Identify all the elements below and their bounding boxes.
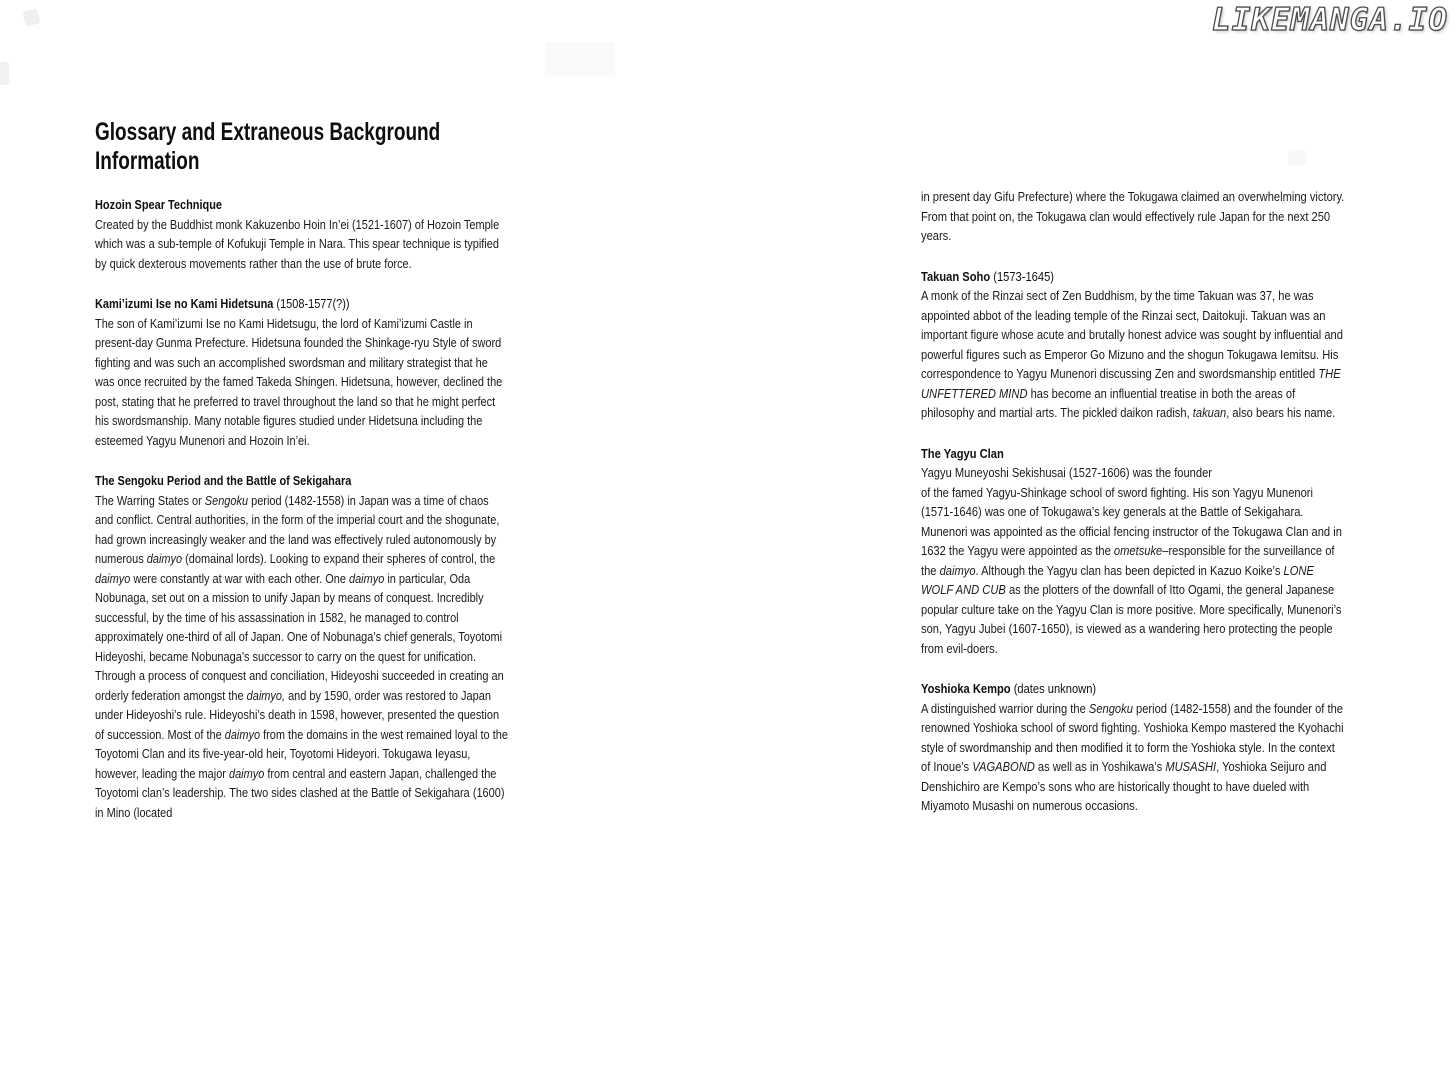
section-paragraph: Created by the Buddhist monk Kakuzenbo Hoin In’ei (1521-1607) of Hozoin Temple which was a sub-temple of Kofukuji Temple in Nara. This spear technique is typified by quick dexterous movements rather than the use of brute force. xyxy=(95,217,500,271)
section-hozoin-spear-technique xyxy=(95,196,508,274)
scan-artifact xyxy=(23,9,41,27)
scan-artifact xyxy=(0,62,9,85)
section-sengoku-period xyxy=(95,472,508,823)
left-column xyxy=(95,196,508,823)
section-paragraph: A distinguished warrior during the Sengoku period (1482-1558) and the founder of the renowned Yoshioka school of sword fighting. Yoshioka Kempo mastered the Kyohachi style of swordmanship and then modified it to form the Yoshioka style. In the context of Inoue’s VAGABOND as well as in Yoshikawa’s MUSASHI, Yoshioka Seijuro and Denshichiro are Kempo’s sons who are historically thought to have dueled with Miyamoto Musashi on numerous occasions. xyxy=(921,701,1344,813)
section-heading xyxy=(921,445,1346,465)
section-heading xyxy=(95,196,508,216)
section-takuan-soho xyxy=(921,268,1346,424)
section-paragraph: Yagyu Muneyoshi Sekishusai (1527-1606) was the founder of the famed Yagyu-Shinkage school of sword fighting. His son Yagyu Munenori (1571-1646) was one of Tokugawa’s key generals at the Battle of Sekigahara. Munenori was appointed as the official fencing instructor of the Tokugawa Clan and in 1632 the Yagyu were appointed as the ometsuke–responsible for the surveillance of the daimyo. Although the Yagyu clan has been depicted in Kazuo Koike’s LONE WOLF AND CUB as the plotters of the downfall of Itto Ogami, the general Japanese popular culture take on the Yagyu Clan is more positive. More specifically, Munenori’s son, Yagyu Jubei (1607-1650), is viewed as a wandering hero protecting the people from evil-doers. xyxy=(921,466,1342,656)
section-heading xyxy=(95,295,508,315)
right-column xyxy=(921,188,1346,817)
section-paragraph: The Warring States or Sengoku period (1482-1558) in Japan was a time of chaos and conflict. Central authorities, in the form of the imperial court and the shogunate, had grown increasingly weaker and the land was effectively ruled autonomously by numerous daimyo (domainal lords). Looking to expand their spheres of control, the daimyo were constantly at war with each other. One daimyo in particular, Oda Nobunaga, set out on a mission to unify Japan by means of conquest. Incredibly successful, by the time of his assassination in 1582, he managed to control approximately one-third of all of Japan. One of Nobunaga’s chief generals, Toyotomi Hideyoshi, became Nobunaga’s successor to carry on the quest for unification. Through a process of conquest and conciliation, Hideyoshi succeeded in creating an orderly federation amongst the daimyo, and by 1590, order was restored to Japan under Hideyoshi’s rule. Hideyoshi’s death in 1598, however, presented the question of succession. Most of the daimyo from the domains in the west remained loyal to the Toyotomi Clan and its five-year-old heir, Toyotomi Hideyori. Tokugawa Ieyasu, however, leading the major daimyo from central and eastern Japan, challenged the Toyotomi clan’s leadership. The two sides clashed at the Battle of Sekigahara (1600) in Mino (located xyxy=(95,493,508,820)
heading-name: Yoshioka Kempo xyxy=(921,682,1011,696)
section-yoshioka-kempo xyxy=(921,680,1346,817)
heading-name: Hozoin Spear Technique xyxy=(95,198,223,212)
heading-name: The Sengoku Period and the Battle of Sekigahara xyxy=(95,474,352,488)
scan-artifact xyxy=(1288,150,1306,165)
section-heading xyxy=(921,680,1346,700)
section-paragraph: The son of Kami’izumi Ise no Kami Hidetsugu, the lord of Kami’izumi Castle in present-day Gunma Prefecture. Hidetsuna founded the Shinkage-ryu Style of sword fighting and was such an accomplished swordsman and military strategist that he was once recruited by the famed Takeda Shingen. Hidetsuna, however, declined the post, stating that he preferred to travel throughout the land so that he might perfect his swordsmanship. Many notable figures studied under Hidetsuna including the esteemed Yagyu Munenori and Hozoin In’ei. xyxy=(95,316,503,448)
heading-name: The Yagyu Clan xyxy=(921,446,1004,461)
heading-dates: (1573-1645) xyxy=(990,269,1054,284)
section-kamiizumi-hidetsuna xyxy=(95,295,508,451)
section-heading xyxy=(95,472,508,492)
section-heading xyxy=(921,268,1346,288)
section-yagyu-clan xyxy=(921,445,1346,660)
scan-artifact xyxy=(545,42,615,76)
section-paragraph: A monk of the Rinzai sect of Zen Buddhism, by the time Takuan was 37, he was appointed abbot of the leading temple of the Rinzai sect, Daitokuji. Takuan was an important figure whose acute and brutally honest advice was sought by influential and powerful figures such as Emperor Go Mizuno and the shogun Tokugawa Iemitsu. His correspondence to Yagyu Munenori discussing Zen and swordsmanship entitled THE UNFETTERED MIND has become an influential treatise in both the areas of philosophy and martial arts. The pickled daikon radish, takuan, also bears his name. xyxy=(921,289,1343,420)
page-title: Glossary and Extraneous Background Information xyxy=(95,118,441,175)
heading-dates: (1508-1577(?)) xyxy=(273,297,350,311)
continuation-paragraph: in present day Gifu Prefecture) where the Tokugawa claimed an overwhelming victory. From that point on, the Tokugawa clan would effectively rule Japan for the next 250 years. xyxy=(921,190,1345,243)
heading-dates: (dates unknown) xyxy=(1010,682,1097,696)
heading-name: Takuan Soho xyxy=(921,269,991,284)
site-watermark-logo: LIKEMANGA.IO xyxy=(1212,2,1448,38)
heading-name: Kami’izumi Ise no Kami Hidetsuna xyxy=(95,297,274,311)
